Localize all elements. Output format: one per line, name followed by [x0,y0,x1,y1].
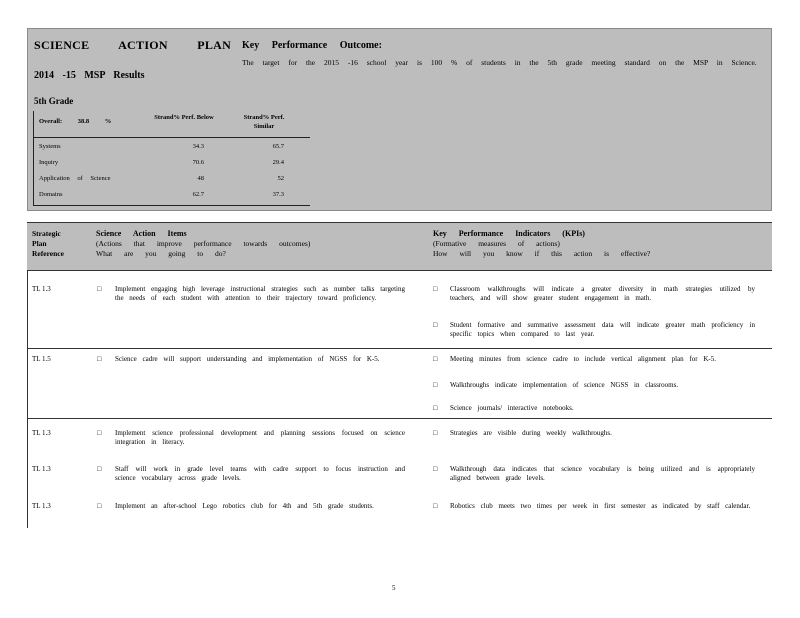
strategic-reference: TL 1.3 [32,502,51,510]
grade-heading: 5th Grade [34,96,74,106]
kpo-text: The target for the 2015 -16 school year is 100 % of students in the 5th grade meeting standard on the MSP in Science. [242,58,757,67]
page-number: 5 [392,584,396,592]
strand-similar: 29.4 [272,159,284,166]
table-row [27,465,772,495]
kpi-item: Meeting minutes from science cadre to include vertical alignment plan for K-5. [450,355,716,363]
bullet-icon: □ [97,429,102,437]
results-row [39,159,309,171]
bullet-icon: □ [433,355,438,363]
table-row [27,429,772,459]
strand-below: 48 [197,175,204,182]
kpi-item: Walkthroughs indicate implementation of science NGSS in classrooms. [450,381,679,389]
results-row [39,191,309,203]
strategic-reference: TL 1.3 [32,285,51,293]
results-row [39,175,309,187]
bullet-icon: □ [433,285,438,293]
strategic-reference: TL 1.3 [32,429,51,437]
ref-header-line: Reference [32,249,64,258]
ref-header-line: Strategic [32,229,61,238]
table-header-row [27,222,772,271]
col-header-below: Strand% Perf. Below [154,114,214,121]
strand-similar: 52 [277,175,284,182]
bullet-icon: □ [433,404,438,412]
action-plan-table [27,222,772,528]
kpi-item: Science journals/ interactive notebooks. [450,404,574,412]
action-item: Implement engaging high leverage instructional strategies such as number talks targeting the needs of each student with attention to their trajectory toward proficiency. [115,285,405,302]
kpi-question: How will you know if this action is effective? [433,249,651,258]
kpi-title: Key Performance Indicators (KPIs) [433,229,585,238]
kpi-item: Walkthrough data indicates that science vocabulary is being utilized and is appropriately aligned between grade levels. [450,465,755,482]
action-item: Implement science professional development and planning sessions focused on science integration in literacy. [115,429,405,446]
kpi-item: Robotics club meets two times per week in first semester as indicated by staff calendar. [450,502,751,510]
action-item: Implement an after-school Lego robotics club for 4th and 5th grade students. [115,502,374,510]
table-row [27,285,772,349]
col-header-action-items [96,229,396,259]
table-row [27,355,772,419]
kpi-subtitle: (Formative measures of actions) [433,239,560,248]
strand-label: Application of Science [39,175,111,182]
strategic-reference: TL 1.3 [32,465,51,473]
overall-score [39,118,125,125]
action-items-subtitle: (Actions that improve performance towards outcomes) [96,239,311,248]
header-panel [27,28,772,211]
col-header-similar: Strand% Perf. Similar [243,114,285,130]
bullet-icon: □ [433,321,438,329]
bullet-icon: □ [97,502,102,510]
results-table [33,111,310,206]
bullet-icon: □ [433,381,438,389]
msp-results-heading: 2014 -15 MSP Results [34,70,145,81]
page-title: SCIENCE ACTION PLAN [34,38,232,52]
kpo-title: Key Performance Outcome: [242,40,382,51]
strand-label: Inquiry [39,159,59,166]
action-items-title: Science Action Items [96,229,187,238]
overall-value: 38.8 [77,118,90,125]
kpi-item: Strategies are visible during weekly walkthroughs. [450,429,612,437]
strand-below: 34.3 [192,143,204,150]
strand-similar: 65.7 [272,143,284,150]
action-item: Staff will work in grade level teams with cadre support to focus instruction and science vocabulary across grade levels. [115,465,405,482]
strand-similar: 37.3 [272,191,284,198]
strand-label: Systems [39,143,61,150]
strand-label: Domains [39,191,63,198]
action-item: Science cadre will support understanding and implementation of NGSS for K-5. [115,355,380,363]
bullet-icon: □ [433,465,438,473]
bullet-icon: □ [97,285,102,293]
kpi-item: Student formative and summative assessment data will indicate greater math proficiency in specific topics when compared to last year. [450,321,755,338]
col-header-kpis [433,229,753,259]
strand-below: 62.7 [192,191,204,198]
bullet-icon: □ [97,465,102,473]
kpi-item: Classroom walkthroughs will indicate a greater diversity in math strategies utilized by teachers, and will show greater student engagement in math. [450,285,755,302]
results-row [39,143,309,155]
results-divider [34,137,310,138]
overall-unit: % [104,118,112,125]
strategic-reference: TL 1.5 [32,355,51,363]
ref-header-line: Plan [32,239,47,248]
bullet-icon: □ [433,429,438,437]
bullet-icon: □ [433,502,438,510]
bullet-icon: □ [97,355,102,363]
col-header-reference [32,229,64,259]
overall-label: Overall: [39,118,63,125]
action-items-question: What are you going to do? [96,249,226,258]
table-row [27,502,772,528]
strand-below: 70.6 [192,159,204,166]
